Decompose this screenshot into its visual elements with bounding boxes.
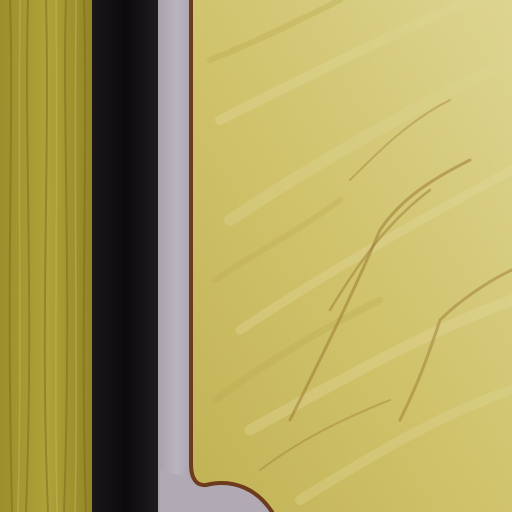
left-wood-strip [0, 0, 96, 512]
dark-stripe [92, 0, 160, 512]
pale-channel [158, 0, 194, 512]
